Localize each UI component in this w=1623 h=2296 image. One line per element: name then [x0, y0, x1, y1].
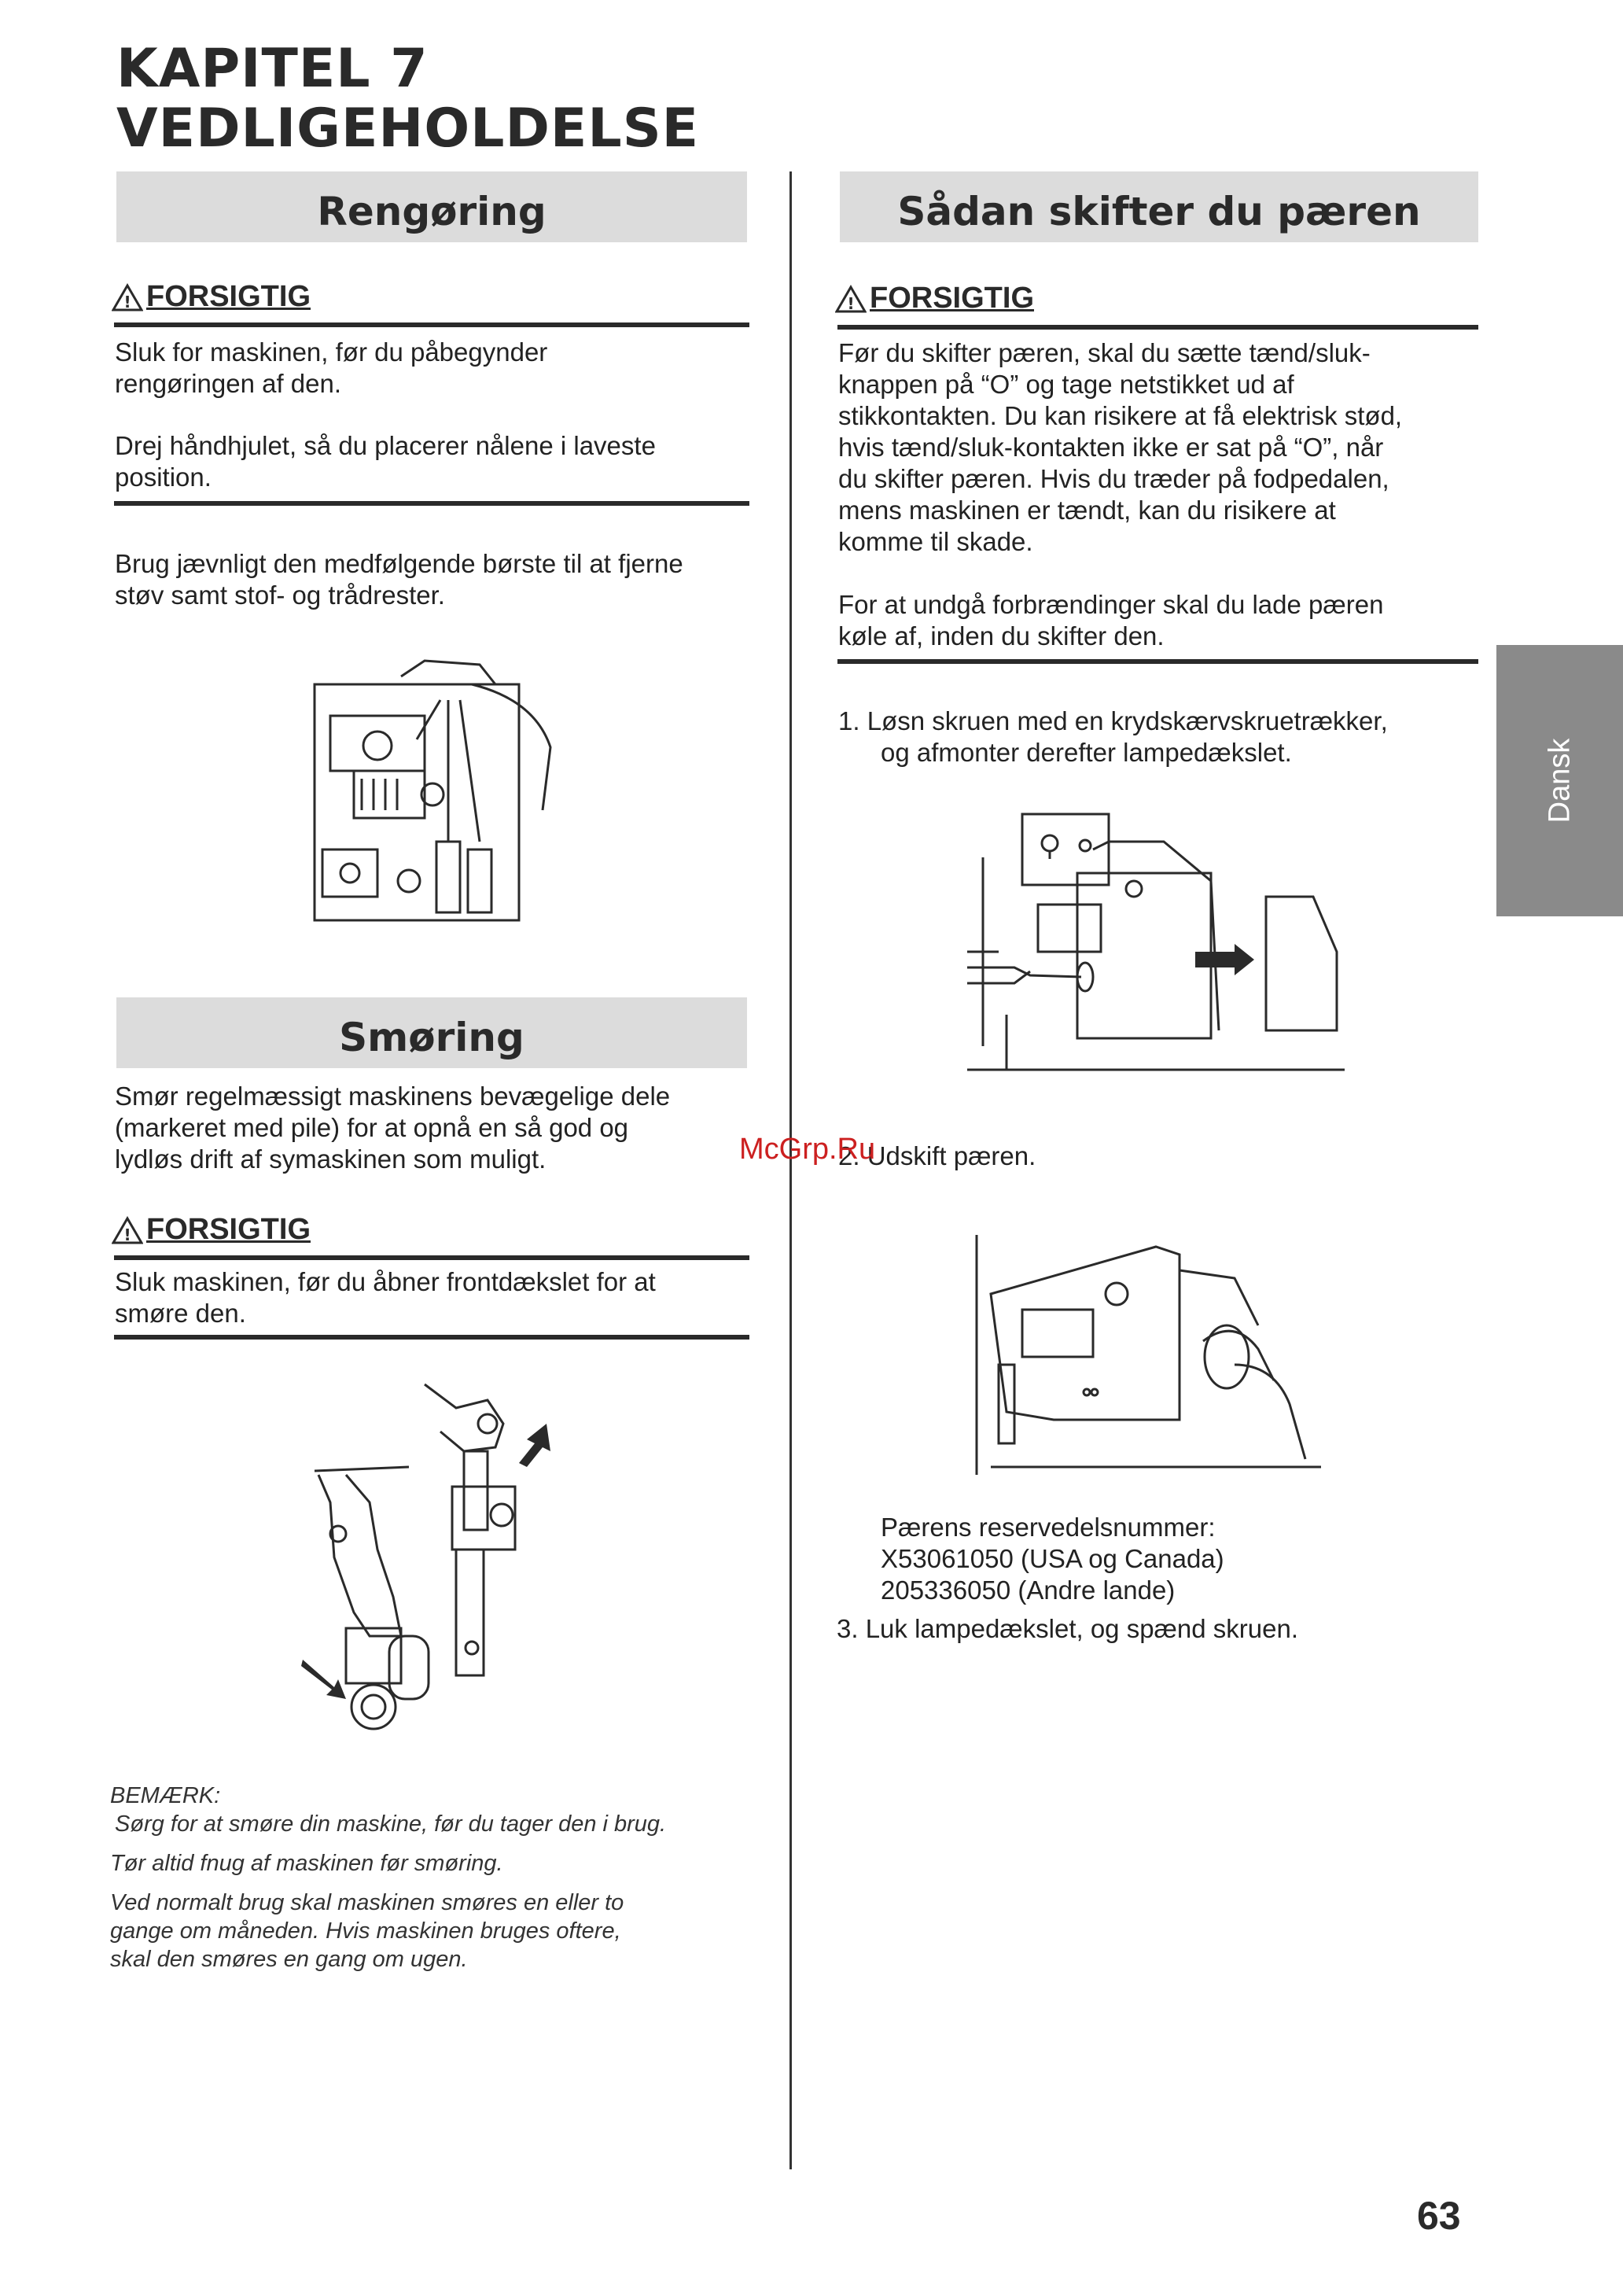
watermark: McGrp.Ru [739, 1133, 876, 1166]
cleaning-heading: Rengøring [116, 171, 747, 242]
oiling-caution [112, 1213, 311, 1247]
cleaning-caution [112, 280, 311, 314]
lamp-cover-removal-illustration [967, 810, 1345, 1085]
bulb-part-numbers: Pærens reservedelsnummer: X53061050 (USA og Canada) 205336050 (Andre lande) [881, 1513, 1224, 1605]
svg-text:!: ! [123, 292, 131, 311]
bulb-caution [835, 282, 1034, 315]
note-block: BEMÆRK: Sørg for at smøre din maskine, før du tager den i brug. Tør altid fnug af maskinen før smøring. Ved normalt brug skal maskinen smøres en eller to gange om måneden. Hvis maskinen bruges oftere, skal den smøres en gang om ugen. [110, 1783, 667, 1972]
chapter-title [116, 39, 699, 159]
step-3: 3. Luk lampedækslet, og spænd skruen. [837, 1614, 1298, 1643]
caution-label: FORSIGTIG [870, 282, 1034, 315]
step-2: 2. Udskift pæren. [838, 1141, 1036, 1170]
note-label: BEMÆRK: [110, 1783, 221, 1808]
oiling-heading: Smøring [116, 997, 747, 1068]
warning-icon [112, 283, 143, 311]
warning-icon [112, 1216, 143, 1244]
chapter-name: VEDLIGEHOLDELSE [116, 98, 700, 160]
page-number: 63 [1417, 2194, 1461, 2238]
caution-rule-end [837, 659, 1478, 664]
language-tab-label: Dansk [1543, 738, 1576, 824]
step-1: 1. Løsn skruen med en krydskærvskruetrækker, og afmonter derefter lampedækslet. [838, 706, 1388, 767]
cleaning-caution-text-2: Drej håndhjulet, så du placerer nålene i laveste position. [115, 431, 656, 492]
cleaning-body-text: Brug jævnligt den medfølgende børste til at fjerne støv samt stof- og trådrester. [115, 549, 683, 610]
caution-rule-end [114, 1335, 749, 1340]
warning-icon [835, 285, 867, 313]
bulb-replacement-illustration [975, 1231, 1321, 1475]
oiling-body-text: Smør regelmæssigt maskinens bevægelige dele (markeret med pile) for at opnå en så god og lydløs drift af symaskinen som muligt. [115, 1082, 671, 1174]
oiling-caution-text: Sluk maskinen, før du åbner frontdækslet for at smøre den. [115, 1267, 656, 1328]
chapter-number: KAPITEL 7 [116, 38, 429, 100]
cleaning-brush-illustration [299, 653, 566, 936]
oiling-parts-illustration [299, 1376, 566, 1738]
cleaning-caution-text: Sluk for maskinen, før du påbegynder rengøringen af den. [115, 337, 548, 398]
column-divider [789, 171, 792, 2169]
caution-rule-end [114, 501, 749, 506]
language-tab [1496, 645, 1623, 916]
svg-text:!: ! [123, 1225, 131, 1244]
svg-text:!: ! [847, 293, 855, 313]
caution-label: FORSIGTIG [146, 280, 311, 313]
bulb-caution-text: Før du skifter pæren, skal du sætte tænd/sluk- knappen på “O” og tage netstikket ud af stikkontakten. Du kan risikere at få elektrisk stød, hvis tænd/sluk-kontakten ikke er sat på “O”, når du skifter pæren. Hvis du træder på fodpedalen, mens maskinen er tændt, kan du risikere at komme til skade. [838, 338, 1403, 556]
caution-label: FORSIGTIG [146, 1213, 311, 1246]
caution-rule [837, 325, 1478, 330]
bulb-caution-text-2: For at undgå forbrændinger skal du lade pæren køle af, inden du skifter den. [838, 590, 1384, 650]
bulb-heading: Sådan skifter du pæren [840, 171, 1478, 242]
caution-rule [114, 1255, 749, 1260]
caution-rule [114, 322, 749, 327]
